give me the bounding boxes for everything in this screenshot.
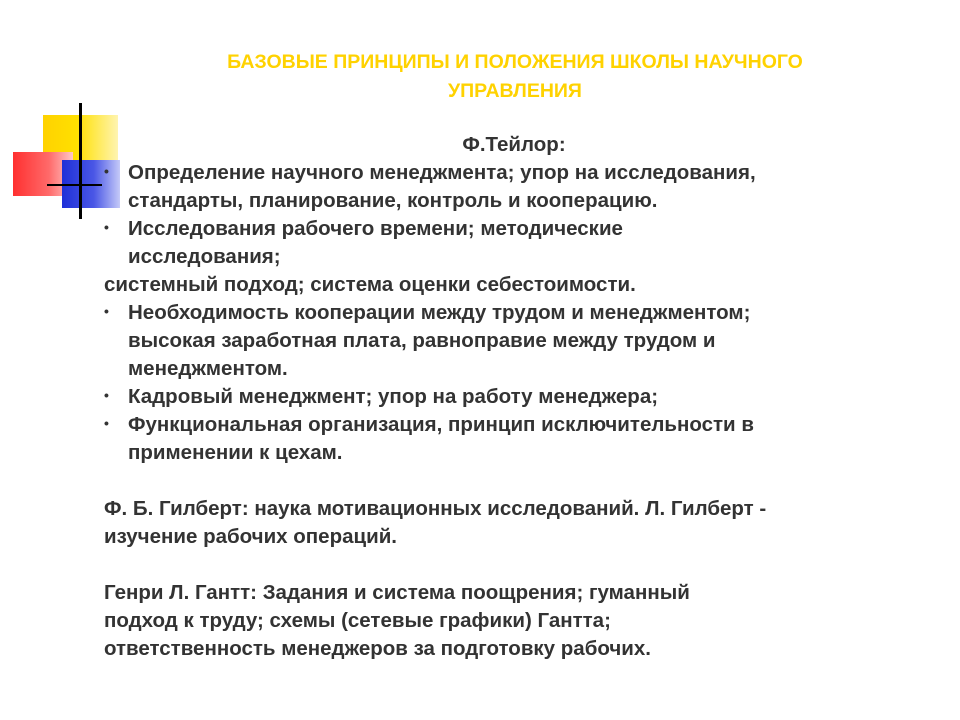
list-item xyxy=(104,215,934,271)
list-item-line: Необходимость кооперации между трудом и менеджментом; xyxy=(128,301,751,324)
paragraph-line: ответственность менеджеров за подготовку рабочих. xyxy=(104,637,651,660)
list-item-line: Функциональная организация, принцип исключительности в xyxy=(128,413,754,436)
list-item-line: применении к цехам. xyxy=(128,441,343,464)
plain-line: системный подход; система оценки себестоимости. xyxy=(104,273,636,296)
taylor-heading: Ф.Тейлор: xyxy=(462,133,566,156)
spacer xyxy=(104,467,934,495)
spacer xyxy=(104,551,934,579)
bullet-marker: • xyxy=(104,415,109,431)
paragraph-line: Ф. Б. Гилберт: наука мотивационных исследований. Л. Гилберт - xyxy=(104,497,767,520)
bullet-marker: • xyxy=(104,219,109,235)
slide-title xyxy=(130,48,900,106)
bullet-marker: • xyxy=(104,303,109,319)
paragraph-line: подход к труду; схемы (сетевые графики) Гантта; xyxy=(104,609,611,632)
slide-body xyxy=(104,131,934,663)
gantt-paragraph xyxy=(104,579,934,663)
bullet-marker: • xyxy=(104,163,109,179)
list-item xyxy=(104,159,934,215)
list-item xyxy=(104,299,934,383)
list-item-line: Кадровый менеджмент; упор на работу менеджера; xyxy=(128,385,659,408)
title-line: БАЗОВЫЕ ПРИНЦИПЫ И ПОЛОЖЕНИЯ ШКОЛЫ НАУЧНОГО xyxy=(227,51,803,73)
title-line: УПРАВЛЕНИЯ xyxy=(448,80,582,102)
list-item-line: стандарты, планирование, контроль и кооперацию. xyxy=(128,189,658,212)
gilbert-paragraph xyxy=(104,495,934,551)
list-item xyxy=(104,411,934,467)
list-item-line: исследования; xyxy=(128,245,281,268)
paragraph-line: Генри Л. Гантт: Задания и система поощрения; гуманный xyxy=(104,581,690,604)
list-item-line: менеджментом. xyxy=(128,357,288,380)
decor-vertical-line xyxy=(79,103,82,219)
list-item-line: Определение научного менеджмента; упор на исследования, xyxy=(128,161,756,184)
paragraph-line: изучение рабочих операций. xyxy=(104,525,397,548)
list-item xyxy=(104,383,934,411)
list-item-line: высокая заработная плата, равноправие между трудом и xyxy=(128,329,716,352)
bullet-marker: • xyxy=(104,387,109,403)
decor-horizontal-line xyxy=(47,184,102,186)
list-item-line: Исследования рабочего времени; методические xyxy=(128,217,623,240)
